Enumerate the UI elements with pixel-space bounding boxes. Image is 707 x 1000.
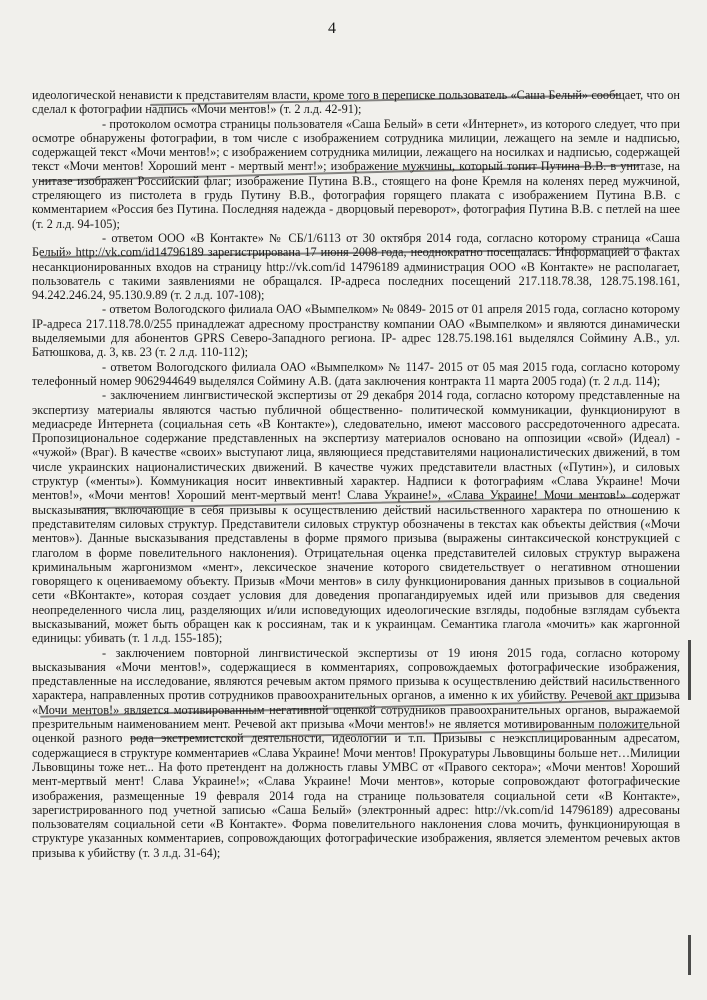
- margin-bracket: [688, 640, 691, 700]
- paragraph: - заключением повторной лингвистической экспертизы от 19 июня 2015 года, согласно которому высказывания «Мочи ментов!», содержащиеся в комментариях, сопровождаемых фотографические изображения, представленные на исследование, являются речевым актом прямого призыва к осуществлению действий насильственного характера, направленных против сотрудников правоохранительных органов, а именно к их убийству. Речевой акт призыва «Мочи ментов!» является мотивированным негативной оценкой сотрудников правоохранительных органов, выражаемой презрительным наименованием мент. Речевой акт призыва «Мочи ментов!» не является мотивированным положительной оценкой разного рода экстремистской деятельности, идеологии и т.п. Призывы с неэксплицированным адресатом, содержащиеся в структуре комментариев «Слава Украине! Мочи ментов! Прокуратуры Львовщины больше нет…Милиции Львовщины тоже нет... На фото претендент на должность главы УМВС от «Правого сектора»; «Мочи ментов! Хороший мент-мертвый мент! Слава Украине!»; «Слава Украине! Мочи ментов», которые сопровождают фотографические изображения, размещенные 19 февраля 2014 года на странице пользователя социальной сети «В Контакте», зарегистрированного под учетной записью «Саша Белый» (электронный адрес: http://vk.com/id 14796189) адресованы пользователям социальной сети «В Контакте». Форма повелительного наклонения слова мочить, функционирующая в структуре указанных комментариев, сопровождающих фотографические изображения, является элементом речевых актов призыва к убийству (т. 3 л.д. 31-64);: [32, 645, 680, 860]
- document-body: [32, 88, 680, 860]
- paragraph: - ответом Вологодского филиала ОАО «Вымпелком» № 0849- 2015 от 01 апреля 2015 года, согласно которому IP-адреса 217.118.78.0/255 принадлежат адресному пространству компании ОАО «Вымпелком» и являются динамически выделяемыми для абонентов GPRS Северо-Западного региона. IP- адрес 128.75.198.161 выделялся Соймину А.В., ул. Батюшкова, д. 3, кв. 23 (т. 2 л.д. 110-112);: [32, 302, 680, 360]
- paragraph: - ответом Вологодского филиала ОАО «Вымпелком» № 1147- 2015 от 05 мая 2015 года, согласно которому телефонный номер 9062944649 выделялся Соймину А.В. (дата заключения контракта 11 марта 2005 года) (т. 2 л.д. 114);: [32, 359, 680, 388]
- paragraph: - заключением лингвистической экспертизы от 29 декабря 2014 года, согласно которому представленные на экспертизу материалы являются частью публичной общественно- политической коммуникации, функционируют в медиасреде Интернета (социальная сеть «В Контакте»), следовательно, имеют массового рассредоточенного адресата. Пропозициональное содержание представленных на экспертизу материалов основано на оппозиции «свой» (Идеал) - «чужой» (Враг). В качестве «своих» выступают лица, являющиеся представителями националистических движений, в том числе украинских националистических движений. В качестве чужих представители властных («Путин»), и силовых структур («менты»). Коммуникация носит инвективный характер. Надписи к фотографиям «Слава Украине! Мочи ментов!», «Мочи ментов! Хороший мент-мертвый мент! Слава Украине!», «Слава Украине! Мочи ментов!» содержат высказывания, включающие в себя призывы к осуществлению действий насильственного характера по отношению к представителям силовых структур. Представители силовых структур обозначены в текстах как объекты действия («Мочи ментов»). Данные высказывания представлены в форме прямого призыва (выражены синтаксической конструкцией с глаголом в форме повелительного наклонения). Отрицательная оценка представителей силовых структур выражена криминальным жаргонизмом «мент», лексическое значение которого свидетельствует о негативном отношении говорящего к оцениваемому объекту. Призыв «Мочи ментов» в силу функционирования данных призывов в социальной сети «ВКонтакте», которая создает условия для доведения пропагандируемых идей или призывов для сведения неопределенного числа лиц, разделяющих и/или исповедующих идеологические взгляды, подобные взглядам субъекта высказываний, может быть обращен как к россиянам, так и к украинцам. Семантика глагола «мочить» как жаргонной единицы: убивать (т. 1 л.д. 155-185);: [32, 388, 680, 646]
- paragraph: - ответом ООО «В Контакте» № СБ/1/6113 от 30 октября 2014 года, согласно которому страница «Саша Белый» http://vk.com/id14796189 зарегистрирована 17 июня 2008 года, неоднократно посещалась. Информацией о фактах несанкционированных входов на страницу http://vk.com/id 14796189 администрация ООО «В Контакте» не располагает, пользователь с такими заявлениями не обращался. IP-адреса последних посещений 217.118.78.38, 128.75.198.161, 94.242.246.24, 95.130.9.89 (т. 2 л.д. 107-108);: [32, 230, 680, 303]
- margin-bracket: [688, 935, 691, 975]
- page-number: 4: [328, 20, 336, 37]
- paragraph: идеологической ненависти к представителям власти, кроме того в переписке пользователь «Саша Белый» сообщает, что он сделал к фотографии надпись «Мочи ментов!» (т. 2 л.д. 42-91);: [32, 88, 680, 117]
- paragraph: - протоколом осмотра страницы пользователя «Саша Белый» в сети «Интернет», из которого следует, что при осмотре обнаружены фотографии, в том числе с изображением сотрудника милиции, лежащего на земле и надписью, содержащей текст «Мочи ментов!»; с изображением сотрудника милиции, лежащего на носилках и надписью, содержащей текст «Мочи ментов! Хороший мент - мертвый мент!»; изображение мужчины, который топит Путина В.В. в унитазе, на унитазе изображен Российский флаг; изображение Путина В.В., стоящего на фоне Кремля на коленях перед мужчиной, стреляющего из пистолета в грудь Путину В.В., фотография горящего плаката с изображением Путина В.В. с комментарием «Россия без Путина. Последняя надежда - дворцовый переворот», фотография Путина В.В. с петлей на шее (т. 2 л.д. 94-105);: [32, 116, 680, 231]
